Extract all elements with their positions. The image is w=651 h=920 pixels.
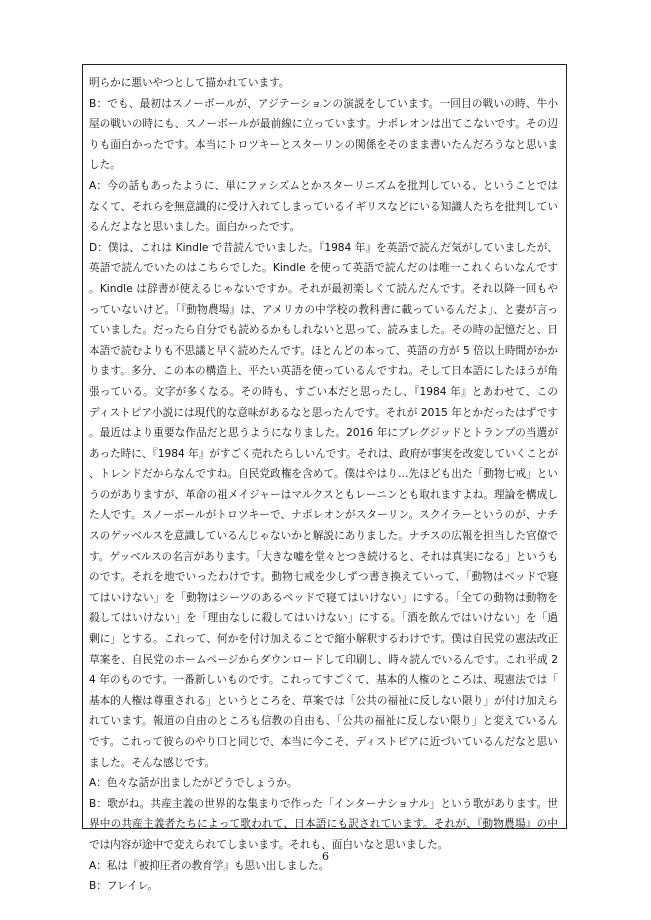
paragraph: A：色々な話が出ましたがどうでしょうか。 (89, 777, 298, 790)
paragraph: B：でも、最初はスノーボールが、アジテーションの演説をしています。一回目の戦いの時、牛小屋の戦いの時にも、スノーボールが最前線に立っています。ナポレオンは出てこないです。その辺りも面白かったです。本当にトロツキーとスターリンの関係をそのまま書いたんだろうなと思いました。 (89, 97, 558, 172)
paragraph: B：フレイレ。 (89, 880, 159, 893)
paragraph: 明らかに悪いやつとして描かれています。 (89, 77, 290, 89)
paragraph: A：私は『被抑圧者の教育学』も思い出しました。 (89, 859, 330, 872)
paragraph: A：今の話もあったように、単にファシズムとかスターリニズムを批判している、ということではなくて、それらを無意識的に受け入れてしまっているイギリスなどにいる知識人たちを批判しているんだよなと思いました。面白かったです。 (89, 179, 558, 234)
page-number: 6 (322, 850, 329, 863)
paragraph: D：僕は、これは Kindle で昔読んでいました。『1984 年』を英語で読んだ気がしていましたが、英語で読んでいたのはこちらでした。Kindle を使って英語で読んだのは唯一これくらいなんです。Kindle は辞書が使えるじゃないですか。それが最初楽しくて読んだんです。それ以降一回もやっていないけど。「『動物農場』は、アメリカの中学校の教科書に載っているんだよ」、と妻が言っていました。だったら自分でも読めるかもしれないと思って、読みました。その時の記憶だと、日本語で読むよりも不思議と早く読めたんです。ほとんどの本って、英語の方が 5 倍以上時間がかかります。多分、この本の構造上、平たい英語を使っているんですね。そして日本語にしたほうが角張っている。文字が多くなる。その時も、すごい本だと思ったし、『1984 年』とあわせて、このディストピア小説には現代的な意味があるなと思ったんです。それが 2015 年とかだったはずです。最近はより重要な作品だと思うようになりました。2016 年にブレグジッドとトランプの当選があった時に、『1984 年』がすごく売れたらしいんです。それは、政府が事実を改変していくことが、トレンドだからなんですね。自民党政権を含めて。僕はやはり…先ほども出た「動物七戒」というのがありますが、革命の祖メイジャーはマルクスともレーニンとも取れますよね。理論を構成した人です。スノーボールがトロツキーで、ナポレオンがスターリン。スクイラーというのが、ナチスのゲッベルスを意識しているんじゃないかと解説にありました。ナチスの広報を担当した官僚です。ゲッベルスの名言があります。「大きな嘘を堂々とつき続けると、それは真実になる」というものです。それを地でいったわけです。動物七戒を少しずつ書き換えていって、「動物はベッドで寝てはいけない」を「動物はシーツのあるベッドで寝てはいけない」にする。「全ての動物は動物を殺してはいけない」を「理由なしに殺してはいけない」にする。「酒を飲んではいけない」を「過剰に」とする。これって、何かを付け加えることで縮小解釈するわけです。僕は自民党の憲法改正草案を、自民党のホームページからダウンロードして印刷し、時々読んでいるんです。これ平成 24 年のものです。一番新しいものです。これってすごくて、基本的人権のところは、現憲法では「基本的人権は尊重される」というところを、草案では「公共の福祉に反しない限り」が付け加えられています。報道の自由のところも信教の自由も、「公共の福祉に反しない限り」と変えているんです。これって彼らのやり口と同じで、本当に今こそ、ディストピアに近づいているんだなと思いました。そんな感じです。 (89, 241, 559, 769)
paragraph: B：歌がね。共産主義の世界的な集まりで作った「インターナショナル」という歌があります。世界中の共産主義者たちによって歌われて、日本語にも訳されています。それが、『動物農場』の中では内容が途中で変えられてしまいます。それも、面白いなと思いました。 (89, 797, 558, 851)
text-box (82, 64, 567, 893)
